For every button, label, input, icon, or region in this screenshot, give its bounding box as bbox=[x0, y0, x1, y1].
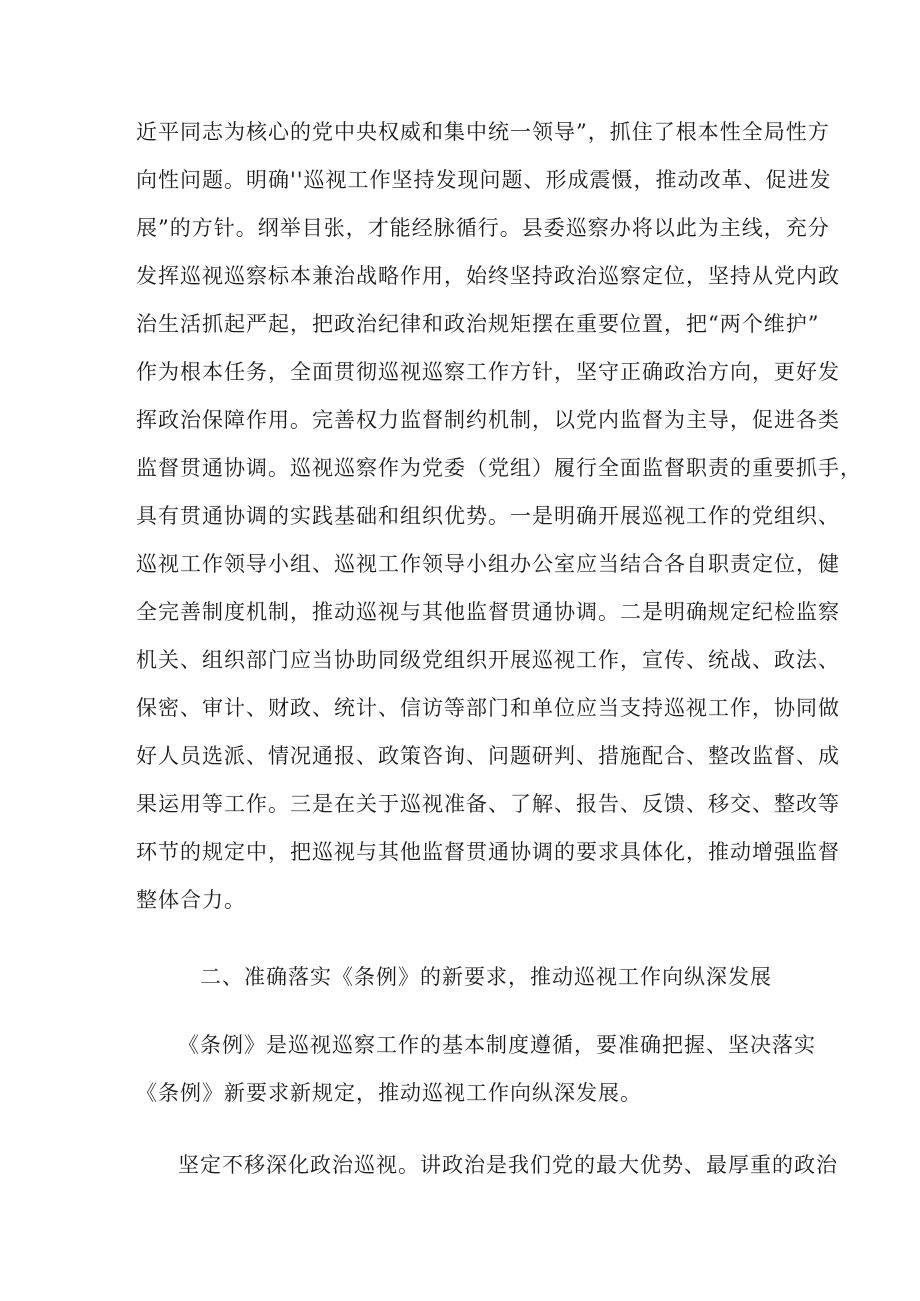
body-text-line: 好人员选派、情况通报、政策咨询、问题研判、措施配合、整改监督、成 bbox=[136, 744, 840, 768]
body-text-line: 保密、审计、财政、统计、信访等部门和单位应当支持巡视工作，协同做 bbox=[136, 696, 840, 720]
body-text-line: 作为根本任务，全面贯彻巡视巡察工作方针，坚守正确政治方向，更好发 bbox=[136, 360, 840, 384]
section-heading: 二、准确落实《条例》的新要求，推动巡视工作向纵深发展 bbox=[200, 965, 772, 989]
body-text-line: 机关、组织部门应当协助同级党组织开展巡视工作，宣传、统战、政法、 bbox=[136, 648, 840, 672]
body-text-line: 整体合力。 bbox=[136, 888, 246, 912]
body-text-line: 向性问题。明确''巡视工作坚持发现问题、形成震慑，推动改革、促进发 bbox=[136, 168, 832, 192]
body-text-line: 挥政治保障作用。完善权力监督制约机制，以党内监督为主导，促进各类 bbox=[136, 408, 840, 432]
body-text-line: 近平同志为核心的党中央权威和集中统一领导”，抓住了根本性全局性方 bbox=[136, 120, 830, 144]
body-text-line: 治生活抓起严起，把政治纪律和政治规矩摆在重要位置，把“两个维护” bbox=[136, 312, 820, 336]
body-text-line: 发挥巡视巡察标本兼治战略作用，始终坚持政治巡察定位，坚持从党内政 bbox=[136, 264, 840, 288]
body-text-line: 全完善制度机制，推动巡视与其他监督贯通协调。二是明确规定纪检监察 bbox=[136, 600, 840, 624]
body-text-line: 果运用等工作。三是在关于巡视准备、了解、报告、反馈、移交、整改等 bbox=[136, 792, 840, 816]
body-text-line: 《条例》新要求新规定，推动巡视工作向纵深发展。 bbox=[136, 1081, 642, 1105]
body-text-line: 《条例》是巡视巡察工作的基本制度遵循，要准确把握、坚决落实 bbox=[178, 1033, 816, 1057]
body-text-line: 巡视工作领导小组、巡视工作领导小组办公室应当结合各自职责定位，健 bbox=[136, 552, 840, 576]
body-text-line: 坚定不移深化政治巡视。讲政治是我们党的最大优势、最厚重的政治 bbox=[178, 1153, 838, 1177]
body-text-line: 具有贯通协调的实践基础和组织优势。一是明确开展巡视工作的党组织、 bbox=[136, 504, 840, 528]
body-text-line: 环节的规定中，把巡视与其他监督贯通协调的要求具体化，推动增强监督 bbox=[136, 840, 840, 864]
body-text-line: 监督贯通协调。巡视巡察作为党委（党组）履行全面监督职责的重要抓手， bbox=[136, 456, 862, 480]
body-text-line: 展”的方针。纲举目张，才能经脉循行。县委巡察办将以此为主线，充分 bbox=[136, 216, 830, 240]
